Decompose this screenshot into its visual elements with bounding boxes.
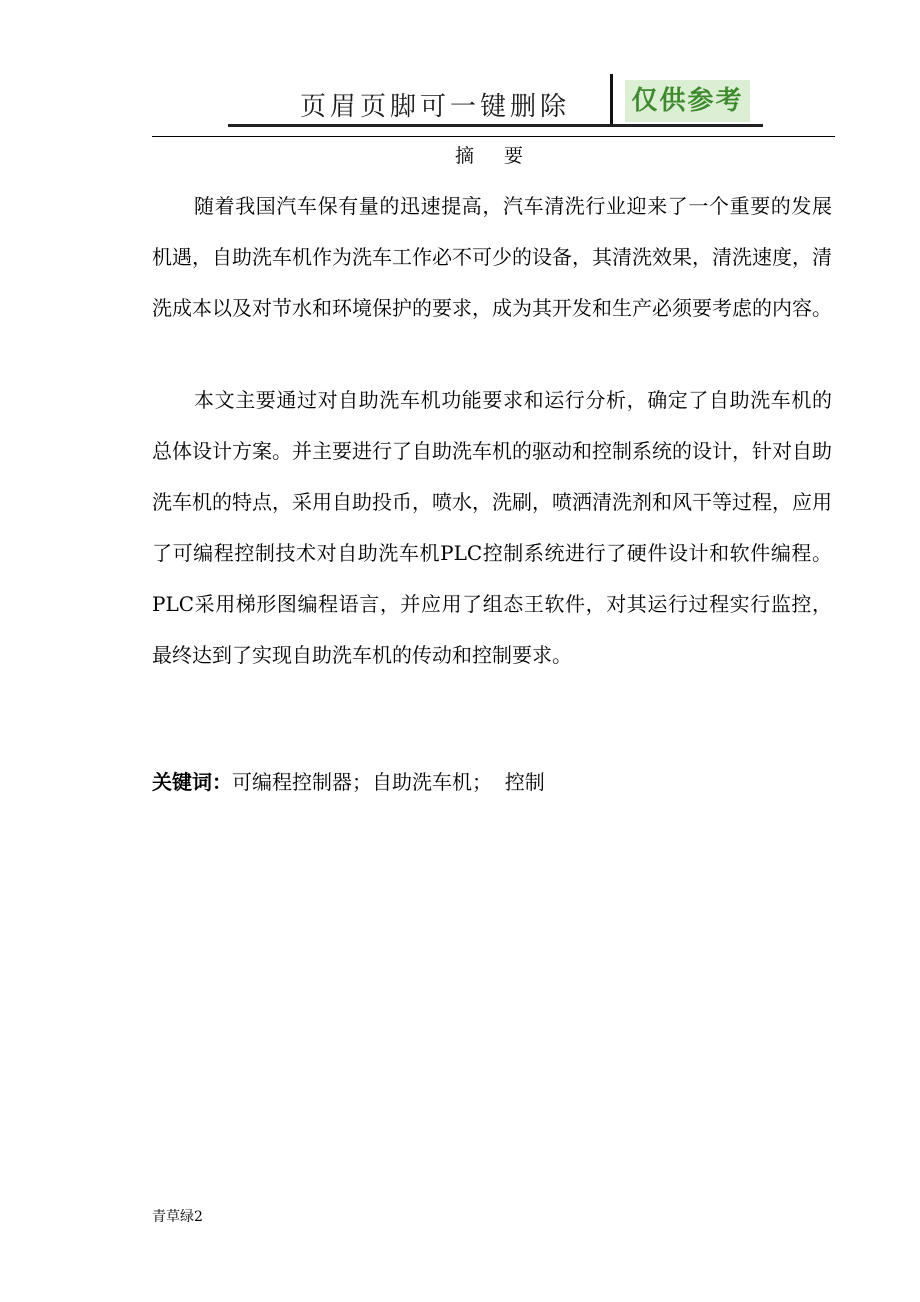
abstract-paragraph-1: 随着我国汽车保有量的迅速提高，汽车清洗行业迎来了一个重要的发展机遇，自助洗车机作为洗车工作必不可少的设备，其清洗效果，清洗速度，清洗成本以及对节水和环境保护的要求，成为其开发和生产必须要考虑的内容。 bbox=[152, 194, 832, 320]
reference-only-badge: 仅供参考 bbox=[625, 80, 750, 122]
header-banner-text: 页眉页脚可一键删除 bbox=[300, 92, 571, 122]
header-rule bbox=[152, 136, 835, 137]
keywords-label: 关键词： bbox=[152, 770, 232, 794]
header-underline bbox=[228, 124, 763, 127]
keywords-line bbox=[152, 766, 545, 795]
keywords-values: 可编程控制器；自助洗车机； 控制 bbox=[232, 770, 545, 794]
footer-text: 青草绿2 bbox=[152, 1209, 203, 1225]
abstract-title: 摘 要 bbox=[454, 145, 536, 167]
header-divider bbox=[610, 74, 613, 126]
abstract-paragraph-2: 本文主要通过对自助洗车机功能要求和运行分析，确定了自助洗车机的总体设计方案。并主要进行了自助洗车机的驱动和控制系统的设计，针对自助洗车机的特点，采用自助投币，喷水，洗刷，喷洒清洗剂和风干等过程，应用了可编程控制技术对自助洗车机PLC控制系统进行了硬件设计和软件编程。PLC采用梯形图编程语言，并应用了组态王软件，对其运行过程实行监控，最终达到了实现自助洗车机的传动和控制要求。 bbox=[152, 388, 832, 667]
